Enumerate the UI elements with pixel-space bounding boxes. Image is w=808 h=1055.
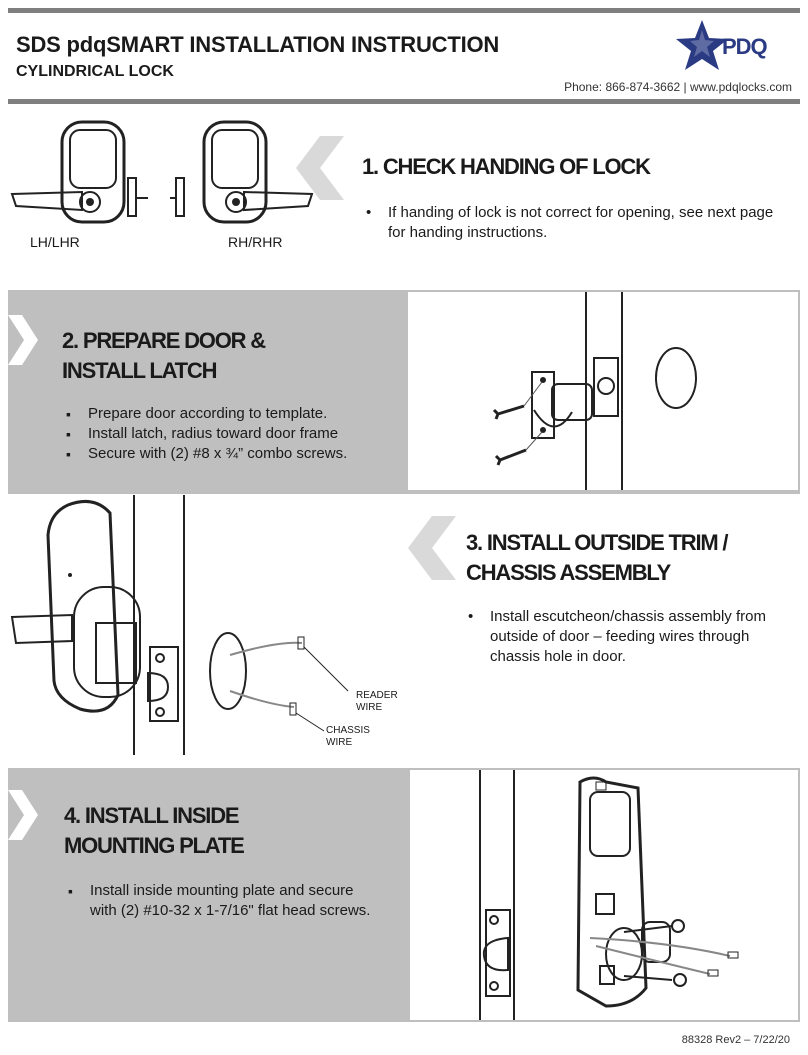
- contact-line: Phone: 866-874-3662 | www.pdqlocks.com: [564, 80, 792, 94]
- header-rule: [8, 99, 800, 104]
- top-rule: [8, 8, 800, 13]
- step1-title: 1. CHECK HANDING OF LOCK: [362, 154, 650, 179]
- chevron-left-icon: [408, 516, 456, 580]
- step3-title-line2: CHASSIS ASSEMBLY: [466, 560, 671, 585]
- logo-text: PDQ: [722, 34, 767, 59]
- chevron-right-icon: [8, 790, 38, 840]
- step4-title-line1: 4. INSTALL INSIDE: [64, 803, 239, 828]
- step3-trim-illustration: [8, 495, 408, 755]
- step1-lock-lh-illustration: [10, 118, 160, 238]
- step2-title-line2: INSTALL LATCH: [62, 358, 217, 383]
- label-reader-wire: READER WIRE: [356, 690, 398, 713]
- list-item: ▪ Install latch, radius toward door frame: [62, 424, 402, 444]
- chevron-left-icon: [296, 136, 344, 200]
- step2-title-line1: 2. PREPARE DOOR &: [62, 328, 265, 353]
- step3-title: [466, 528, 727, 588]
- page-title: SDS pdqSMART INSTALLATION INSTRUCTION: [16, 32, 500, 57]
- document-reference: 88328 Rev2 – 7/22/20: [681, 1034, 790, 1046]
- step4-title-line2: MOUNTING PLATE: [64, 833, 244, 858]
- step3-title-line1: 3. INSTALL OUTSIDE TRIM /: [466, 530, 728, 555]
- step4-title: [64, 801, 244, 861]
- label-rh-rhr: RH/RHR: [228, 234, 283, 250]
- step1-bullets: [362, 203, 782, 243]
- list-item: ▪ Secure with (2) #8 x ¾” combo screws.: [62, 444, 402, 464]
- step4-bullets: [64, 881, 374, 921]
- list-item: • Install escutcheon/chassis assembly from outside of door – feeding wires through chassis hole in door.: [464, 607, 798, 667]
- chevron-right-icon: [8, 315, 38, 365]
- step3-bullets: [464, 607, 798, 667]
- list-item: ▪ Prepare door according to template.: [62, 404, 402, 424]
- page-subtitle: CYLINDRICAL LOCK: [16, 63, 174, 80]
- step2-title: [62, 326, 265, 386]
- list-item: • If handing of lock is not correct for opening, see next page for handing instructions.: [362, 203, 782, 243]
- step2-bullets: [62, 404, 402, 464]
- list-item: ▪ Install inside mounting plate and secure with (2) #10-32 x 1-7/16" flat head screws.: [64, 881, 374, 921]
- label-lh-lhr: LH/LHR: [30, 234, 80, 250]
- step2-latch-illustration: [408, 292, 798, 490]
- step4-mounting-plate-illustration: [410, 770, 798, 1020]
- label-chassis-wire: CHASSIS WIRE: [326, 725, 370, 748]
